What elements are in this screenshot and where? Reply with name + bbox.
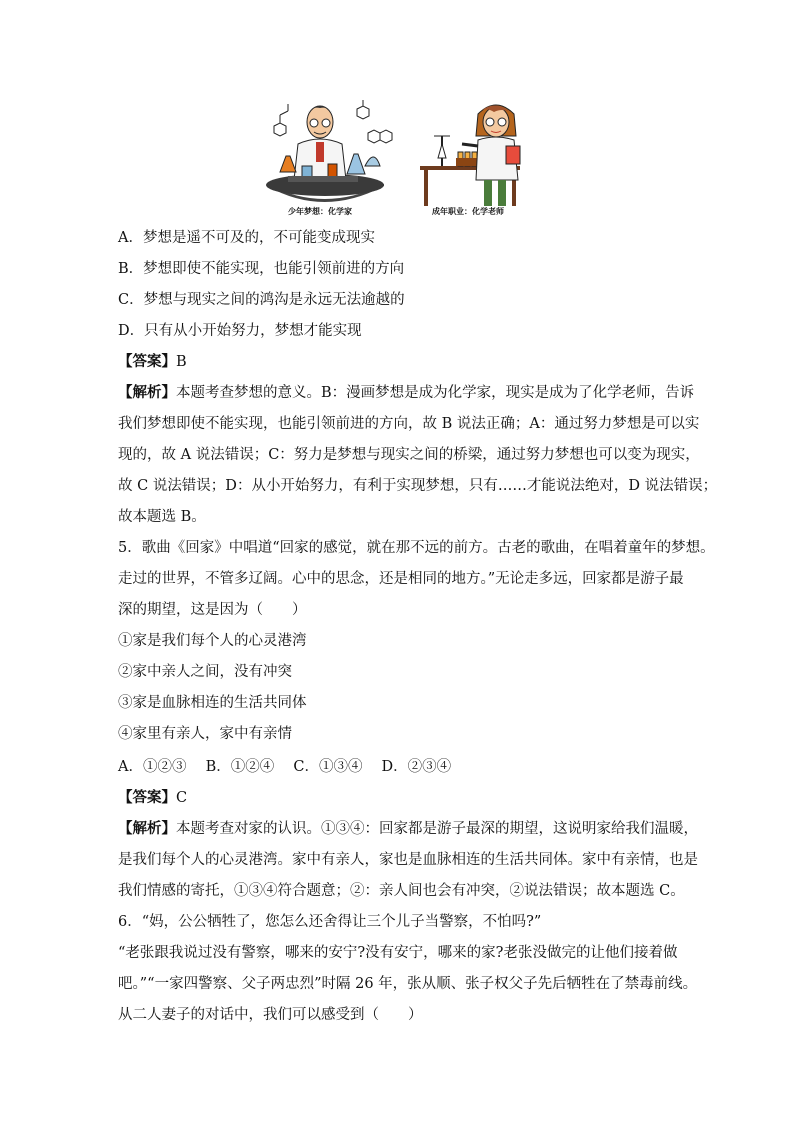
q5-analysis-line-1 bbox=[118, 819, 698, 839]
q5-item-2: ②家中亲人之间，没有冲突 bbox=[118, 664, 292, 680]
caption-right: 成年职业：化学老师 bbox=[432, 207, 504, 216]
q6-stem-line-4: 从二人妻子的对话中，我们可以感受到（ ） bbox=[118, 1007, 423, 1023]
q4-option-a: A．梦想是遥不可及的，不可能变成现实 bbox=[118, 230, 375, 246]
q4-option-b: B．梦想即使不能实现，也能引领前进的方向 bbox=[118, 261, 405, 277]
q4-answer-tag: 【答案】 bbox=[118, 353, 176, 370]
caption-left: 少年梦想：化学家 bbox=[288, 207, 352, 216]
q4-analysis-line-1 bbox=[118, 383, 694, 403]
q5-answer-value: C bbox=[176, 790, 188, 806]
q6-stem-line-1: 6．“妈，公公牺牲了，您怎么还舍得让三个儿子当警察，不怕吗?” bbox=[118, 914, 542, 930]
q5-analysis-line-2: 是我们每个人的心灵港湾。家中有亲人，家也是血脉相连的生活共同体。家中有亲情，也是 bbox=[118, 852, 698, 868]
q5-options: A．①②③ B．①②④ C．①③④ D．②③④ bbox=[118, 759, 452, 775]
q5-item-1: ①家是我们每个人的心灵港湾 bbox=[118, 633, 307, 649]
q4-answer-value: B bbox=[176, 354, 187, 370]
q4-analysis-line-2: 我们梦想即使不能实现，也能引领前进的方向，故 B 说法正确；A：通过努力梦想是可以实 bbox=[118, 416, 700, 432]
q5-item-3: ③家是血脉相连的生活共同体 bbox=[118, 695, 307, 711]
q5-analysis-tag: 【解析】 bbox=[118, 820, 176, 837]
q5-item-4: ④家里有亲人，家中有亲情 bbox=[118, 726, 292, 742]
q5-analysis-line-3: 我们情感的寄托，①③④符合题意；②：亲人间也会有冲突，②说法错误；故本题选 C。 bbox=[118, 883, 685, 899]
q4-analysis-line-5: 故本题选 B。 bbox=[118, 509, 206, 525]
q4-option-d: D．只有从小开始努力，梦想才能实现 bbox=[118, 323, 362, 339]
q4-analysis-tag: 【解析】 bbox=[118, 384, 176, 401]
q4-option-c: C．梦想与现实之间的鸿沟是永远无法逾越的 bbox=[118, 292, 405, 308]
q5-stem-line-3: 深的期望，这是因为（ ） bbox=[118, 602, 307, 618]
cartoon-figure bbox=[262, 96, 530, 220]
cartoon-illustration bbox=[262, 96, 530, 220]
chemist-drawing bbox=[266, 100, 392, 202]
q4-analysis-line-4: 故 C 说法错误；D：从小开始努力，有利于实现梦想，只有……才能说法绝对，D 说法错误； bbox=[118, 478, 718, 494]
q5-answer-tag: 【答案】 bbox=[118, 789, 176, 806]
q5-answer bbox=[118, 788, 187, 808]
q4-analysis-text-1: 本题考查梦想的意义。B：漫画梦想是成为化学家，现实是成为了化学老师，告诉 bbox=[176, 385, 695, 401]
q4-analysis-line-3: 现的，故 A 说法错误；C：努力是梦想与现实之间的桥梁，通过努力梦想也可以变为现实， bbox=[118, 447, 700, 463]
teacher-drawing bbox=[420, 105, 520, 206]
q5-stem-line-2: 走过的世界，不管多辽阔。心中的思念，还是相同的地方。”无论走多远，回家都是游子最 bbox=[118, 571, 684, 587]
q4-answer bbox=[118, 352, 187, 372]
q5-stem-line-1: 5．歌曲《回家》中唱道“回家的感觉，就在那不远的前方。古老的歌曲，在唱着童年的梦想。 bbox=[118, 540, 715, 556]
q6-stem-line-2: “老张跟我说过没有警察，哪来的安宁?没有安宁，哪来的家?老张没做完的让他们接着做 bbox=[118, 945, 678, 961]
q6-stem-line-3: 吧。”“一家四警察、父子两忠烈”时隔 26 年，张从顺、张子权父子先后牺牲在了禁毒前线。 bbox=[118, 976, 698, 992]
q5-analysis-text-1: 本题考查对家的认识。①③④：回家都是游子最深的期望，这说明家给我们温暖， bbox=[176, 821, 698, 837]
